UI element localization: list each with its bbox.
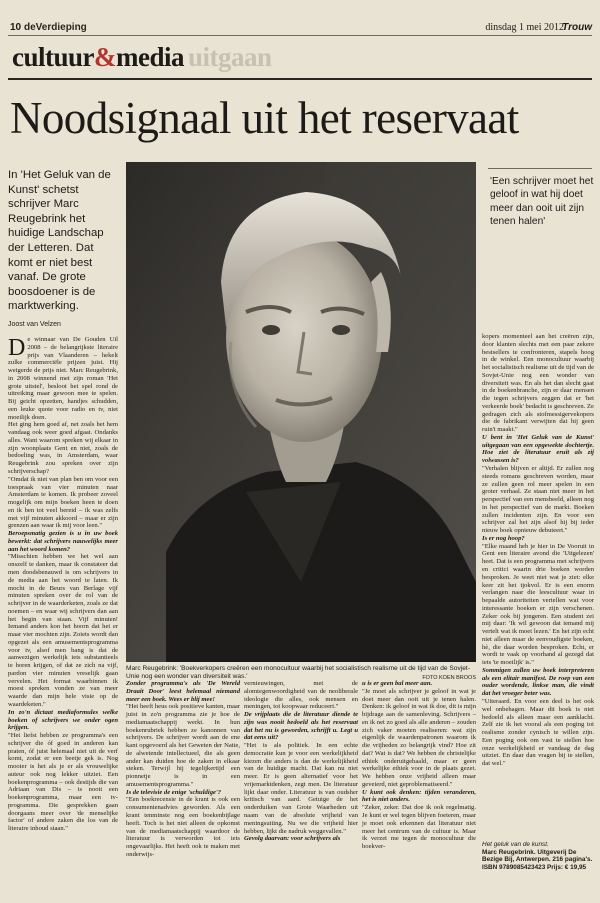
interview-question: U bent in 'Het Geluk van de Kunst' uitgegaan van een opgewekte dochtertje. Hoe ziet de literatuur eruit als zij volwassen is? [482, 433, 594, 465]
book-info-box [482, 841, 594, 871]
photo-credit: FOTO KOEN BROOS [422, 675, 476, 682]
article-column-5 [482, 333, 594, 768]
interview-question: Sommigen zullen uw boek interpreteren als een elitair manifest. De roep van een ouder wordende, linkse man, die vindt dat het vroeger beter was. [482, 666, 594, 698]
pull-quote-rule [488, 168, 592, 169]
article-paragraph: "Een boekrecensie in de krant is ook een consumentenadvies geworden. Als een krant tenminste nog een boekenbijlage heeft. Toch is het niet alleen de opkomst van de mediamaatschappij waardoor de literatuur is verworden tot iets ongevaarlijks. Het heeft ook te maken met onderwijs- [126, 796, 240, 858]
interview-question: Is er nog hoop? [482, 534, 525, 542]
section-ampersand: & [94, 42, 117, 72]
section-word-media: media [116, 42, 185, 72]
article-paragraph: "Het is als politiek. In een echte democratie kun je voor een werkelijkheid kiezen die anders is dan de werkelijkheid van de huidige macht. Dat kan nu niet meer. Er is geen alternatief voor het vrijemarktdenken, zegt men. De literatuur lijkt daar onder. Literatuur is van oudsher kritisch van aard. Getuige de het onderduiken van Grote Waarheden uit naam van de absolute vrijheid van meningsuiting. Nu we die vrijheid hier hebben, lijkt die nadruk weggevallen." [244, 742, 358, 835]
pull-quote: 'Een schrijver moet het geloof in wat hij doet meer dan ooit uit zijn tenen halen' [490, 176, 594, 227]
book-title: Het geluk van de kunst. [482, 841, 549, 848]
article-column-3 [244, 680, 358, 843]
article-paragraph: Het ging hem goed af, net zoals het hem vandaag ook weer goed afgaat. Ondanks alles. Want waarom spreken wij elkaar in zijn woonplaats Gent en niet, zoals de bedoeling was, in Amsterdam, waar Reugebrink zou spreken over zijn schrijverschap? [8, 421, 118, 476]
newspaper-name: Trouw [562, 22, 592, 33]
article-column-4 [362, 680, 476, 851]
article-paragraph: "Zeker, zeker. Dat doe ik ook regelmatig. Je kunt er wel tegen blijven foeteren, maar je moet ook erkennen dat literatuur niet meer het centrum van de cultuur is. Maar ik verzet me tegen de monocultuur die boekver- [362, 804, 476, 851]
interview-question: U kunt ook denken: tijden veranderen, het is niet anders. [362, 788, 476, 804]
intro-text: In 'Het Geluk van de Kunst' schetst schrijver Marc Reugebrink het huidige Landschap der Letteren. Dat komt er niet best vanaf. De grote boosdoener is de marktwerking. [8, 169, 111, 313]
issue-date: dinsdag 1 mei 2012 [485, 22, 564, 33]
article-column-2 [126, 680, 240, 859]
article-paragraph: "Het liefst hebben ze programma's een schrijver die óf goed in anderen kan praten, óf juist helemaal niet uit de verf komt, zodat er een beetje gek is. Nog mooier is het als je er als vrouwelijke auteur ook nog lekker uitziet. Een boekenprogramma – ook destijds die van Adriaan van Dis – is nooit een boekenprogramma, maar een tv-programma. Die gesprekken gaan doorgaans meer over 'de menselijke factor' of andere zaken die los van de literaire inhoud staan." [8, 732, 118, 833]
section-title [12, 44, 272, 71]
drop-cap: D [8, 335, 26, 361]
byline: Joost van Velzen [8, 321, 61, 328]
article-paragraph: kopers momenteel aan het creëren zijn, door klanten slechts met een paar zekere bestsellers te confronteren, stapels hoog in de winkel. Een monocultuur waarbij het socialistisch realisme uit de tijd van de Sovjet-Unie nog een wonder van diversiteit was. En als het dan slecht gaat in de boekenbranche, zijn er daar mensen die tegen schrijvers zeggen dat er 'het verkeerde boek' bedacht is geschreven. Ze gedragen zich als stofmessigervekopers die de fabrikant verwijten dat hij geen ruin't maakt." [482, 333, 594, 434]
article-paragraph: vernieuwingen, met de alomtegenwoordigheid van de neoliberale ideologie die alles, ook mensen en meningen, tot koopwaar reduceert." [244, 680, 358, 711]
article-paragraph: "Het heeft heus ook positieve kanten, maar juist in zo'n programma zie je hoe de mediamaatschappij werkt. In hun boekenrubriek hebben ze kanonnen van schrijvers. De schrijver wordt aan de ene kant opgevoerd als het Geweten der Natie, de alwetende intellectueel, die als geen ander kan duiden hoe de zaken in elkaar steken. Terwijl hij tegelijkertijd een pionnetje is in een amusementsprogramma." [126, 703, 240, 788]
top-rule [8, 35, 592, 36]
portrait-illustration [126, 162, 476, 662]
article-paragraph: "Uiteraard. En voor een deel is het ook wel onbehagen. Maar dit boek is niet bedoeld als alleen maar een aanklacht. Zelf zie ik het vooral als een poging tot realisme zonder cynisch te willen zijn. Een poging ook om vast te stellen hoe onze werkelijkheid er vandaag de dag uitziet. En daar dan vragen bij te stellen, dat wel." [482, 697, 594, 768]
section-rule [8, 78, 592, 80]
article-paragraph: "Misschien hebben we het wel aan onszelf te danken, maar ik constateer dat men doodsbenauwd is om schrijvers in de media aan het woord te laten. Ik mocht in de Beurs van Berlage vijf minuten spreken over de rol van de schrijver in de waarderketen, zoals ze dat noemen – en waar wij schrijvers dan aan het begin van staan. Vijf minuten! Iemand anders kon het hoorn dat het er maar vier mochten zijn. Zoiets wordt dan opgezet als een amusementsprogramma voor tv, alsof men bang is dat de aanwezigen werkelijk iets substantieels te horen krijgen, of dat ze zich na vijf, pardon vier minuten vreselijk gaan vervelen. Het format waarbinnen ik moest spreken vonden ze van meer waarde dan mijn hele visie op de waardeketen." [8, 553, 118, 708]
article-paragraph: "Je moet als schrijver je geloof in wat je doet meer dan ooit uit je tenen halen. Denken: ik geloof in wat ik doe, dit is mijn bijdrage aan de samenleving. Schrijvers – en ik net zo goed als alle anderen – zouden zich vaker moeten realiseren: wat zijn eigenlijk de waardenpatronen waarom ik die vrijheden zo belangrijk vind? Hoe zit dat? Wat is dat? We hebben de christelijke ethiek onderuitgehaald, maar er geen werkelijke ethiek voor in de plaats gezet. We hebben onze vrijheid alleen maar geveierd, niet geproblematiseerd." [362, 687, 476, 788]
section-name: deVerdieping [24, 22, 87, 33]
interview-question: Beroepsmatig gezien is u in uw boek bewerkt: dat schrijvers nauwelijks meer aan het woord komen? [8, 530, 118, 553]
interview-question: Gevolg daarvan: voor schrijvers als [244, 835, 341, 843]
article-paragraph: "Elke maand heb je hier in De Vooruit in Gent een literaire avond die 'Uitgelezen' heet. Dat is een programma met schrijvers en critici waarin drie boeken worden besproken. Je weet niet wat je ziet: elke keer zit het tjokvol. Er is een enorm verlangen naar die leescultuur waar in bepaalde autoriteiten vertellen wat voor interessante boeken er zijn verschenen. Zeker ook bij jongeren. Een student zei mij daar: 'Ik wil gewoon dat iemand mij vertelt wat ik moet lezen.' En het zijn echt niet alleen maar de eenvoudigste boeken, hè, die daar worden besproken. Echt, er wordt te vaak op voorhand al gezegd dat iets 'te moeilijk' is." [482, 542, 594, 667]
photo-caption [126, 665, 476, 681]
page-number: 10 [10, 22, 22, 33]
interview-question: Is de televisie de enige 'schuldige'? [126, 788, 222, 796]
interview-question: De vrijplaats die de literatuur diende te zijn was nooit bedoeld als het reservaat dat het nu is geworden, schrijft u. Legt u dat eens uit? [244, 711, 358, 742]
portrait-photo [126, 162, 476, 662]
interview-question: In zo'n dictaat mediaformules welke boeken of schrijvers we onder ogen krijgen. [8, 708, 118, 732]
headline: Noodsignaal uit het reservaat [10, 93, 519, 143]
lead-text: e winnaar van De Gouden Uil 2008 – de belangrijkste literaire prijs van Vlaanderen – hekelt zulke commerciële prijzen juist. Hij weigerde de prijs niet. Marc Reugebrink, in 2008 winnend met zijn roman 'Het grote uitstel', besloot het spel rond de uitreiking maar gewoon mee te spelen. Bij geicht opzetten, handjes schudden, een leuke quote voor radio en tv, niet moeilijk doen. [8, 336, 118, 421]
book-details: Marc Reugebrink. Uitgeverij De Bezige Bij, Antwerpen. 216 pagina's. ISBN 9789085423423 Prijs: € 19,95 [482, 848, 593, 871]
article-paragraph: "Omdat ik niet van plan ben om voor een toespraak van vier minuten naar Amsterdam te komen. Ik probeer zoveel mogelijk om mijn boeken heen te doen en ik ben tot veel bereid – ik was zelfs met vijf minuten akkoord – maar er zijn grenzen aan waar ik mij voor leen." [8, 475, 118, 530]
article-paragraph: "Verhalen blijven er altijd. Er zullen nog steeds romans geschreven worden, maar ze zullen geen rol meer spelen in een groter verhaal. Ze staan niet meer in het perspectief van een mensbeeld, alleen nog in het perspectief van de markt. Boeken zullen incidenten zijn. En voor een schrijver zal het zijn alsof hij bij ieder nieuw boek opnieuw debuteert." [482, 465, 594, 535]
article-column-1 [8, 336, 118, 833]
section-word-culture: cultuur [12, 42, 95, 72]
caption-text: Marc Reugebrink: 'Boekverkopers creëren een monocultuur waarbij het socialistisch realisme uit de tijd van de Sovjet-Unie nog een wonder van diversiteit was.' [126, 665, 470, 681]
article-paragraph [8, 336, 118, 421]
interview-question: Zonder programma's als 'De Wereld Draait Door' leest helemaal niemand meer een boek. Wees er blij mee! [126, 680, 240, 703]
section-ghost-text: uitgaan [188, 42, 272, 72]
interview-question: u is er geen bal meer aan. [362, 680, 433, 687]
